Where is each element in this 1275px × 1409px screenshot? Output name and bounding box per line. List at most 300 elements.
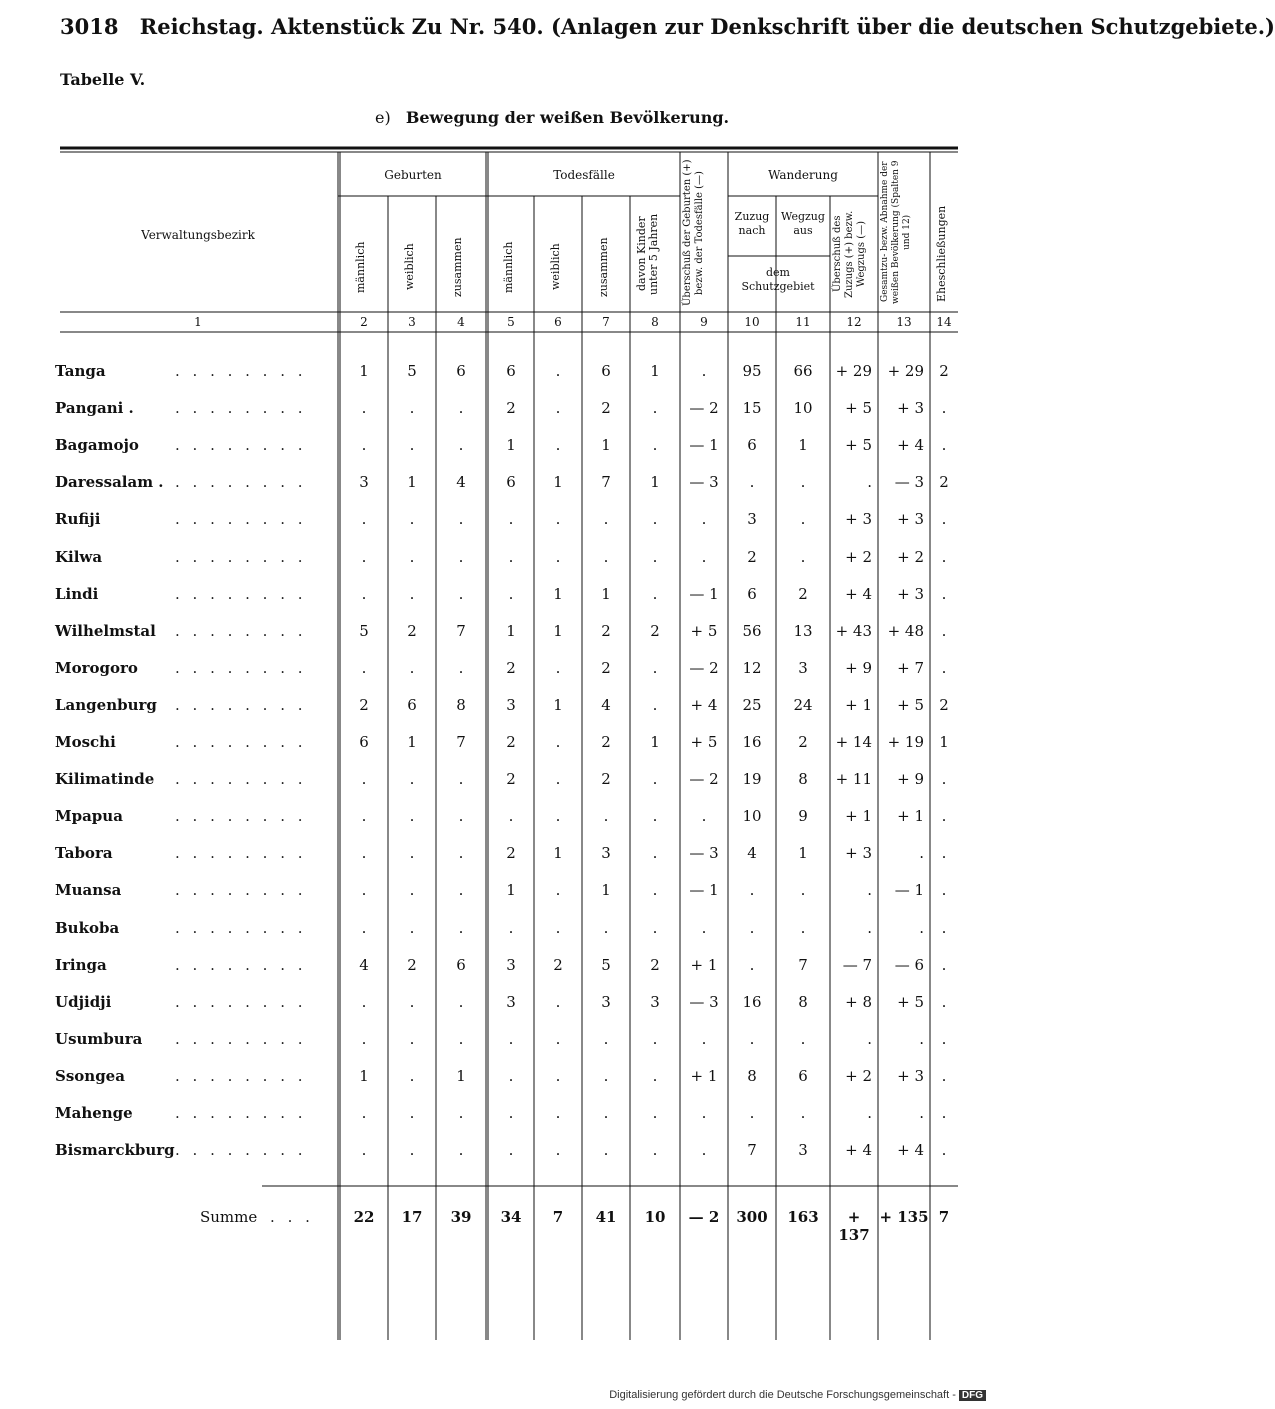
table-cell: . <box>555 1141 561 1160</box>
table-cell: 4 <box>601 695 611 714</box>
table-cell: . <box>941 1066 947 1085</box>
table-cell: + 3 <box>897 510 924 529</box>
table-cell: 3 <box>506 955 516 974</box>
table-cell: + 5 <box>845 436 872 455</box>
table-cell: 4 <box>456 473 466 492</box>
table-cell: 25 <box>742 695 762 714</box>
table-cell: . <box>409 1141 415 1160</box>
table-cell: 1 <box>601 584 611 603</box>
table-cell: . <box>941 1104 947 1122</box>
table-cell: 8 <box>798 992 808 1011</box>
table-cell: 1 <box>650 473 660 492</box>
table-cell: 7 <box>798 955 808 974</box>
table-row <box>0 993 1000 1023</box>
table-cell: 15 <box>742 399 762 418</box>
table-cell: . <box>800 881 806 900</box>
table-cell: . <box>941 1029 947 1048</box>
leader-dots: . . . . . . . . <box>175 770 307 789</box>
table-cell: . <box>555 992 561 1011</box>
table-cell: . <box>409 399 415 418</box>
table-cell: 1 <box>456 1066 466 1085</box>
col-header-zuzug: Zuzug nach <box>734 210 770 237</box>
table-cell: . <box>409 1066 415 1085</box>
table-cell: 2 <box>939 695 949 714</box>
table-cell: . <box>867 1104 872 1122</box>
table-cell: + 1 <box>845 807 872 826</box>
table-cell: . <box>867 1029 872 1048</box>
table-cell: . <box>409 547 415 566</box>
table-row <box>0 362 1000 392</box>
table-cell: 1 <box>553 695 563 714</box>
table-cell: . <box>652 436 658 455</box>
table-cell: 24 <box>793 695 813 714</box>
table-cell: 2 <box>650 955 660 974</box>
table-cell: . <box>555 547 561 566</box>
table-row <box>0 919 1000 949</box>
table-cell: + 48 <box>887 621 924 640</box>
table-cell: + 29 <box>887 362 924 380</box>
table-cell: . <box>458 770 464 789</box>
table-cell: . <box>800 473 806 492</box>
table-cell: — 6 <box>894 955 924 974</box>
table-cell: 13 <box>793 621 813 640</box>
table-cell: . <box>458 584 464 603</box>
table-cell: . <box>941 807 947 826</box>
district-name: Iringa <box>55 955 107 974</box>
summe-cell: — 2 <box>688 1208 720 1226</box>
table-cell: . <box>409 844 415 863</box>
table-cell: 3 <box>601 992 611 1011</box>
table-cell: . <box>361 918 367 937</box>
table-cell: + 11 <box>835 770 872 789</box>
district-name: Usumbura <box>55 1029 143 1048</box>
table-cell: 16 <box>742 992 762 1011</box>
table-cell: . <box>701 362 707 380</box>
table-cell: — 1 <box>689 881 719 900</box>
leader-dots: . . . . . . . . <box>175 621 307 640</box>
district-name: Mahenge <box>55 1104 133 1122</box>
summe-cell: 39 <box>450 1208 472 1226</box>
table-cell: . <box>603 1104 609 1122</box>
summe-cell: 300 <box>736 1208 768 1226</box>
table-cell: . <box>941 658 947 677</box>
table-cell: . <box>652 658 658 677</box>
table-cell: + 5 <box>897 695 924 714</box>
table-row <box>0 1104 1000 1134</box>
table-cell: . <box>409 918 415 937</box>
col-header-tod-maennlich: männlich <box>502 241 515 293</box>
leader-dots: . . . . . . . . <box>175 547 307 566</box>
table-cell: . <box>701 510 707 529</box>
table-cell: + 2 <box>845 1066 872 1085</box>
table-cell: + 3 <box>897 584 924 603</box>
table-cell: . <box>603 1066 609 1085</box>
table-cell: . <box>919 1029 924 1048</box>
table-cell: + 2 <box>845 547 872 566</box>
column-number: 5 <box>507 315 515 329</box>
column-number: 8 <box>651 315 659 329</box>
table-cell: 1 <box>553 473 563 492</box>
table-cell: . <box>941 881 947 900</box>
col-header-geb-zusammen: zusammen <box>451 237 464 297</box>
table-cell: + 5 <box>845 399 872 418</box>
table-cell: . <box>749 881 755 900</box>
table-cell: . <box>701 918 707 937</box>
table-cell: — 3 <box>689 844 719 863</box>
table-cell: 2 <box>506 770 516 789</box>
table-cell: 9 <box>798 807 808 826</box>
col-header-geb-maennlich: männlich <box>354 241 367 293</box>
table-cell: + 3 <box>845 844 872 863</box>
table-cell: . <box>555 881 561 900</box>
summe-row <box>0 1208 1000 1244</box>
table-cell: 3 <box>601 844 611 863</box>
table-row <box>0 1141 1000 1171</box>
table-cell: + 4 <box>845 584 872 603</box>
column-number: 10 <box>744 315 760 329</box>
section-letter: e) <box>375 108 391 127</box>
table-cell: . <box>508 584 514 603</box>
table-row <box>0 436 1000 466</box>
table-cell: — 1 <box>689 584 719 603</box>
table-cell: 7 <box>601 473 611 492</box>
table-cell: . <box>458 1141 464 1160</box>
table-cell: + 9 <box>897 770 924 789</box>
table-cell: 10 <box>793 399 813 418</box>
table-cell: . <box>800 918 806 937</box>
table-cell: 6 <box>359 733 369 751</box>
summe-cell: 7 <box>938 1208 950 1226</box>
table-cell: 7 <box>456 733 466 751</box>
table-cell: 2 <box>650 621 660 640</box>
table-cell: 6 <box>407 695 417 714</box>
leader-dots: . . . . . . . . <box>175 807 307 826</box>
col-group-todesfaelle: Todesfälle <box>553 168 615 182</box>
table-row <box>0 770 1000 800</box>
footer-text: Digitalisierung gefördert durch die Deutsche Forschungsgemeinschaft - <box>609 1389 956 1401</box>
table-cell: 1 <box>506 621 516 640</box>
table-cell: 3 <box>506 695 516 714</box>
table-cell: . <box>508 1029 514 1048</box>
table-cell: 1 <box>407 733 417 751</box>
table-cell: 1 <box>798 844 808 863</box>
leader-dots: . . . . . . . . <box>175 1066 307 1085</box>
leader-dots: . . . . . . . . <box>175 399 307 418</box>
leader-dots: . . . . . . . . <box>175 844 307 863</box>
table-cell: . <box>701 1104 707 1122</box>
table-cell: 3 <box>506 992 516 1011</box>
table-cell: . <box>652 844 658 863</box>
table-cell: . <box>652 770 658 789</box>
summe-cell: 17 <box>401 1208 423 1226</box>
table-cell: . <box>409 770 415 789</box>
table-cell: . <box>603 918 609 937</box>
leader-dots: . . . . . . . . <box>175 436 307 455</box>
leader-dots: . . . . . . . . <box>175 695 307 714</box>
district-name: Ssongea <box>55 1066 125 1085</box>
column-number: 9 <box>700 315 708 329</box>
table-cell: 2 <box>407 955 417 974</box>
table-cell: . <box>458 547 464 566</box>
column-number: 13 <box>896 315 912 329</box>
table-cell: 6 <box>506 473 516 492</box>
table-cell: . <box>361 1104 367 1122</box>
district-name: Lindi <box>55 584 99 603</box>
table-cell: 16 <box>742 733 762 751</box>
table-cell: . <box>458 918 464 937</box>
table-cell: . <box>555 436 561 455</box>
table-cell: . <box>652 1104 658 1122</box>
table-cell: . <box>508 1066 514 1085</box>
table-cell: . <box>409 1104 415 1122</box>
table-cell: + 14 <box>835 733 872 751</box>
table-cell: 2 <box>601 399 611 418</box>
summe-cell: + 137 <box>838 1208 870 1244</box>
table-cell: + 1 <box>897 807 924 826</box>
table-cell: — 1 <box>689 436 719 455</box>
column-number: 12 <box>846 315 862 329</box>
table-cell: 1 <box>553 584 563 603</box>
table-cell: . <box>361 547 367 566</box>
district-name: Langenburg <box>55 695 157 714</box>
table-cell: . <box>919 918 924 937</box>
table-cell: . <box>508 1141 514 1160</box>
table-cell: + 43 <box>835 621 872 640</box>
table-cell: 3 <box>359 473 369 492</box>
table-cell: . <box>409 584 415 603</box>
table-cell: . <box>409 992 415 1011</box>
table-cell: . <box>652 807 658 826</box>
table-cell: . <box>361 992 367 1011</box>
table-cell: + 1 <box>845 695 872 714</box>
table-cell: + 1 <box>690 955 718 974</box>
table-row <box>0 844 1000 874</box>
table-row <box>0 622 1000 652</box>
table-cell: 10 <box>742 807 762 826</box>
table-cell: . <box>941 770 947 789</box>
table-cell: . <box>701 1029 707 1048</box>
table-cell: 7 <box>747 1141 757 1160</box>
table-cell: . <box>941 584 947 603</box>
table-cell: . <box>867 473 872 492</box>
table-row <box>0 807 1000 837</box>
table-cell: + 8 <box>845 992 872 1011</box>
table-cell: 8 <box>747 1066 757 1085</box>
table-cell: — 7 <box>842 955 872 974</box>
summe-cell: + 135 <box>879 1208 929 1226</box>
district-name: Morogoro <box>55 658 138 677</box>
col-header-dem-schutzgebiet: dem Schutzgebiet <box>741 266 815 293</box>
table-row <box>0 659 1000 689</box>
summe-cell: 7 <box>552 1208 564 1226</box>
table-cell: 2 <box>939 473 949 492</box>
table-cell: — 3 <box>689 992 719 1011</box>
district-name: Daressalam . <box>55 473 164 492</box>
table-cell: + 5 <box>690 733 718 751</box>
table-cell: . <box>701 1141 707 1160</box>
table-cell: . <box>941 992 947 1011</box>
table-cell: . <box>555 1066 561 1085</box>
table-cell: + 5 <box>897 992 924 1011</box>
district-name: Pangani . <box>55 399 134 418</box>
table-cell: 56 <box>742 621 762 640</box>
table-cell: . <box>361 844 367 863</box>
table-cell: + 29 <box>835 362 872 380</box>
table-cell: 1 <box>553 844 563 863</box>
table-cell: . <box>652 1029 658 1048</box>
table-row <box>0 399 1000 429</box>
table-cell: — 1 <box>894 881 924 900</box>
table-cell: . <box>652 399 658 418</box>
table-cell: . <box>941 547 947 566</box>
table-cell: . <box>749 918 755 937</box>
table-cell: 1 <box>601 436 611 455</box>
table-cell: . <box>508 918 514 937</box>
table-cell: . <box>749 955 755 974</box>
table-cell: . <box>555 362 561 380</box>
table-cell: . <box>409 658 415 677</box>
district-name: Muansa <box>55 881 122 900</box>
col-header-tod-weiblich: weiblich <box>549 243 562 291</box>
table-cell: + 2 <box>897 547 924 566</box>
table-cell: . <box>919 844 924 863</box>
table-cell: . <box>555 1104 561 1122</box>
table-cell: . <box>800 1029 806 1048</box>
table-cell: . <box>555 770 561 789</box>
table-cell: 3 <box>798 658 808 677</box>
leader-dots: . . . . . . . . <box>175 1029 307 1048</box>
table-cell: . <box>603 510 609 529</box>
summe-cell: 34 <box>500 1208 522 1226</box>
table-cell: + 4 <box>897 1141 924 1160</box>
table-cell: 2 <box>939 362 949 380</box>
col-header-ehe: Eheschließungen <box>935 205 948 303</box>
col-header-ueberschuss-geb: Überschuß der Geburten (+) bezw. der Todesfälle (—) <box>682 159 705 307</box>
table-cell: . <box>409 807 415 826</box>
table-row <box>0 733 1000 763</box>
table-cell: . <box>361 436 367 455</box>
table-cell: . <box>652 881 658 900</box>
table-cell: 1 <box>650 733 660 751</box>
table-cell: 1 <box>359 362 369 380</box>
table-row <box>0 585 1000 615</box>
table-cell: . <box>941 1141 947 1160</box>
table-cell: . <box>652 1141 658 1160</box>
table-cell: 2 <box>553 955 563 974</box>
table-cell: + 7 <box>897 658 924 677</box>
table-cell: 1 <box>359 1066 369 1085</box>
table-cell: . <box>508 1104 514 1122</box>
table-row <box>0 1030 1000 1060</box>
table-cell: 6 <box>798 1066 808 1085</box>
table-cell: . <box>603 547 609 566</box>
col-header-wegzug: Wegzug aus <box>781 210 825 237</box>
table-cell: + 1 <box>690 1066 718 1085</box>
table-cell: . <box>941 436 947 455</box>
table-cell: . <box>749 1029 755 1048</box>
table-cell: . <box>555 510 561 529</box>
summe-label: Summe . . . <box>200 1208 314 1226</box>
table-cell: . <box>603 1141 609 1160</box>
table-cell: . <box>409 510 415 529</box>
col-header-ueberschuss-zuzug: Überschuß des Zuzugs (+) bezw. Wegzugs (—) <box>832 210 867 298</box>
table-cell: . <box>458 399 464 418</box>
leader-dots: . . . . . . . . <box>175 955 307 974</box>
table-cell: 6 <box>747 584 757 603</box>
leader-dots: . . . . . . . . <box>175 881 307 900</box>
table-label: Tabelle V. <box>60 70 146 89</box>
table-cell: . <box>361 881 367 900</box>
column-number: 3 <box>408 315 416 329</box>
table-cell: 3 <box>798 1141 808 1160</box>
col-group-wanderung: Wanderung <box>768 168 838 182</box>
section-heading: Bewegung der weißen Bevölkerung. <box>405 108 730 127</box>
table-cell: . <box>800 1104 806 1122</box>
table-row <box>0 510 1000 540</box>
col-group-geburten: Geburten <box>384 168 442 182</box>
summe-cell: 41 <box>595 1208 617 1226</box>
table-cell: + 4 <box>690 695 718 714</box>
table-cell: . <box>555 918 561 937</box>
table-cell: 2 <box>506 658 516 677</box>
district-name: Rufiji <box>55 510 101 529</box>
district-name: Kilimatinde <box>55 770 155 789</box>
table-cell: . <box>361 770 367 789</box>
table-cell: 3 <box>747 510 757 529</box>
table-cell: . <box>409 436 415 455</box>
table-cell: . <box>800 510 806 529</box>
table-cell: 6 <box>456 362 466 380</box>
table-cell: 6 <box>506 362 516 380</box>
table-cell: + 4 <box>897 436 924 455</box>
district-name: Bismarckburg <box>55 1141 175 1160</box>
table-row <box>0 473 1000 503</box>
dfg-logo: DFG <box>959 1390 986 1401</box>
column-number: 11 <box>795 315 811 329</box>
table-cell: . <box>361 510 367 529</box>
table-cell: 6 <box>456 955 466 974</box>
table-cell: 12 <box>742 658 762 677</box>
table-cell: . <box>867 881 872 900</box>
table-cell: 1 <box>553 621 563 640</box>
leader-dots: . . . . . . . . <box>175 658 307 677</box>
district-name: Udjidji <box>55 992 112 1011</box>
summe-cell: 163 <box>787 1208 819 1226</box>
table-cell: 4 <box>359 955 369 974</box>
table-cell: 5 <box>359 621 369 640</box>
table-cell: 2 <box>601 658 611 677</box>
district-name: Tanga <box>55 362 106 380</box>
table-cell: . <box>749 473 755 492</box>
table-cell: . <box>603 1029 609 1048</box>
table-cell: . <box>361 1141 367 1160</box>
table-cell: . <box>652 695 658 714</box>
table-cell: 2 <box>798 733 808 751</box>
table-cell: . <box>652 1066 658 1085</box>
table-row <box>0 1067 1000 1097</box>
table-cell: . <box>458 1104 464 1122</box>
col-header-kinder: davon Kinder unter 5 Jahren <box>635 213 660 295</box>
table-cell: . <box>867 918 872 937</box>
table-cell: — 3 <box>894 473 924 492</box>
table-cell: . <box>652 547 658 566</box>
table-cell: 3 <box>650 992 660 1011</box>
table-cell: 2 <box>601 770 611 789</box>
table-cell: . <box>458 844 464 863</box>
table-cell: . <box>458 436 464 455</box>
table-cell: 5 <box>407 362 417 380</box>
table-cell: + 5 <box>690 621 718 640</box>
